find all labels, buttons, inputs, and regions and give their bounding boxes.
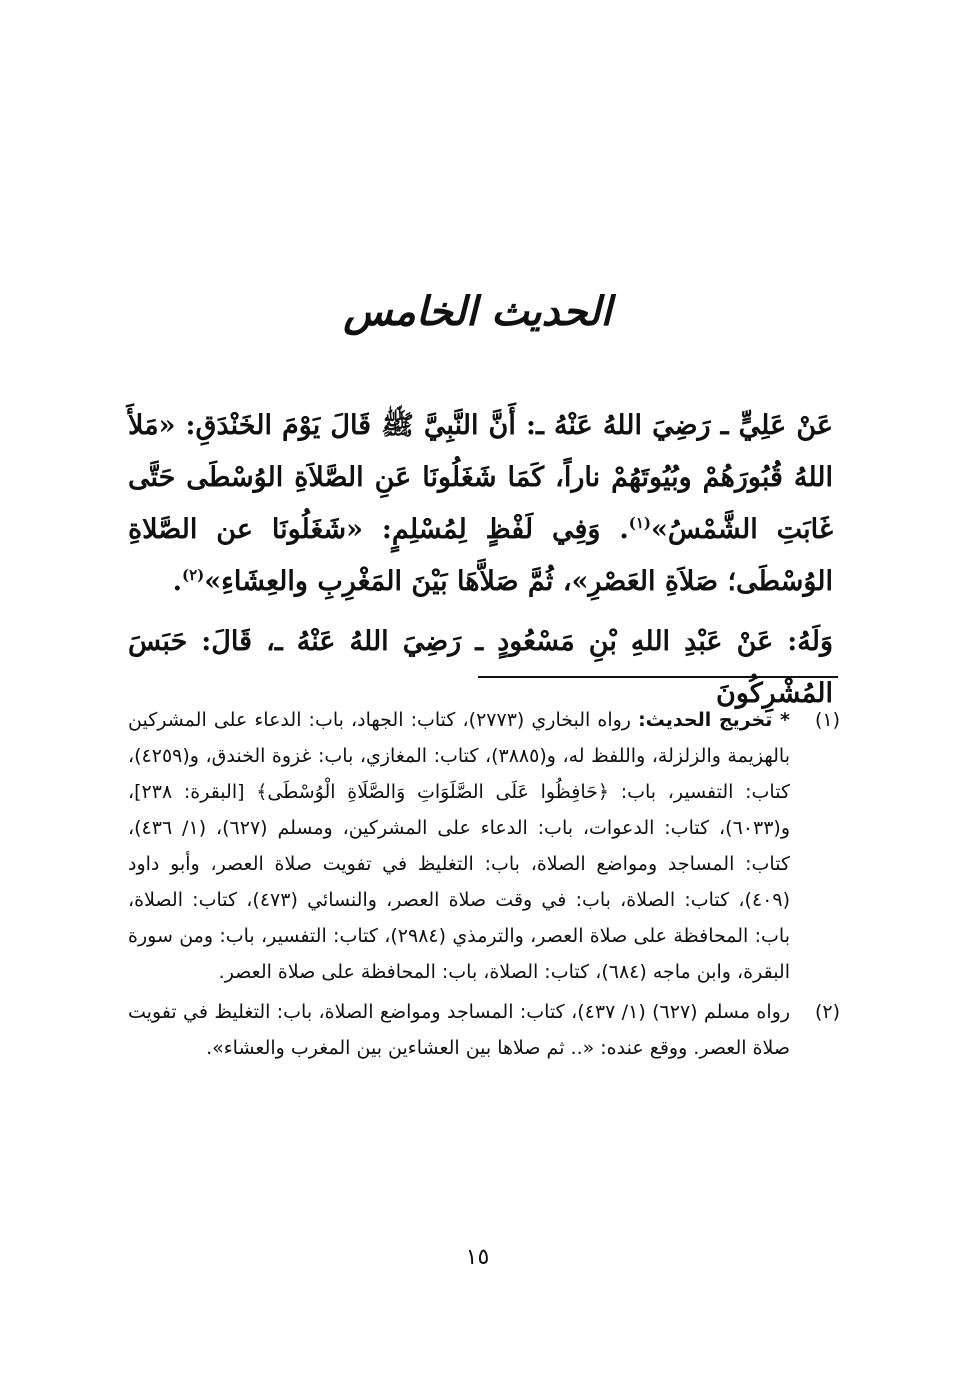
hadith-paragraph-2-text: وَلَهُ: عَنْ عَبْدِ اللهِ بْنِ مَسْعُودٍ ـ رَضِيَ اللهُ عَنْهُ ـ، قَالَ: حَبَسَ المُشْرِكُونَ <box>128 626 833 709</box>
footnote-2 <box>128 994 840 1066</box>
hadith-paragraph-1 <box>128 400 833 608</box>
footnote-1 <box>128 702 840 990</box>
chapter-title: الحديث الخامس <box>343 288 612 335</box>
footnote-divider <box>478 676 838 678</box>
page-number: ١٥ <box>465 1245 490 1270</box>
footnote-number: (٢) <box>814 1001 840 1023</box>
footnote-label: * تخريج الحديث: <box>638 709 790 731</box>
hadith-text <box>128 400 833 720</box>
hadith-paragraph-1-text: عَنْ عَلِيٍّ ـ رَضِيَ اللهُ عَنْهُ ـ: أَنَّ النَّبِيَّ ﷺ قَالَ يَوْمَ الخَنْدَقِ: «مَلأَ اللهُ قُبُورَهُمْ وبُيُوتَهُمْ ناراً، كَمَا شَغَلُونَا عَنِ الصَّلاَةِ الوُسْطَى حَتَّى غَابَتِ الشَّمْسُ» <box>128 410 834 545</box>
hadith-paragraph-1-text-2: . وَفِي لَفْظٍ لِمُسْلِمٍ: «شَغَلُونَا عن الصَّلاةِ الوُسْطَى؛ صَلاَةِ العَصْرِ»، ثُمَّ صَلاَّهَا بَيْنَ المَغْرِبِ والعِشَاءِ» <box>128 514 833 597</box>
footnote-text: رواه البخاري (٢٧٧٣)، كتاب: الجهاد، باب: الدعاء على المشركين بالهزيمة والزلزلة، واللفظ له، و(٣٨٨٥)، كتاب: المغازي، باب: غزوة الخندق، و(٤٢٥٩)، كتاب: التفسير، باب: ﴿حَافِظُوا عَلَى الصَّلَوَاتِ وَالصَّلَاةِ الْوُسْطَى﴾ [البقرة: ٢٣٨]، و(٦٠٣٣)، كتاب: الدعوات، باب: الدعاء على المشركين، ومسلم (٦٢٧)، (١/ ٤٣٦)، كتاب: المساجد ومواضع الصلاة، باب: التغليظ في تفويت صلاة العصر، وأبو داود (٤٠٩)، كتاب: الصلاة، باب: في وقت صلاة العصر، والنسائي (٤٧٣)، كتاب: الصلاة، باب: المحافظة على صلاة العصر، والترمذي (٢٩٨٤)، كتاب: التفسير، باب: ومن سورة البقرة، وابن ماجه (٦٨٤)، كتاب: الصلاة، باب: المحافظة على صلاة العصر. <box>128 709 790 983</box>
hadith-paragraph-1-end: . <box>172 566 182 597</box>
footnote-text: رواه مسلم (٦٢٧) (١/ ٤٣٧)، كتاب: المساجد ومواضع الصلاة، باب: التغليظ في تفويت صلاة العصر. ووقع عنده: «.. ثم صلاها بين العشاءين بين المغرب والعشاء». <box>128 1001 790 1059</box>
footnotes <box>128 702 840 1066</box>
footnote-ref-2[interactable]: (٢) <box>181 566 205 584</box>
footnote-number: (١) <box>814 709 840 731</box>
footnote-ref-1[interactable]: (١) <box>628 514 652 532</box>
